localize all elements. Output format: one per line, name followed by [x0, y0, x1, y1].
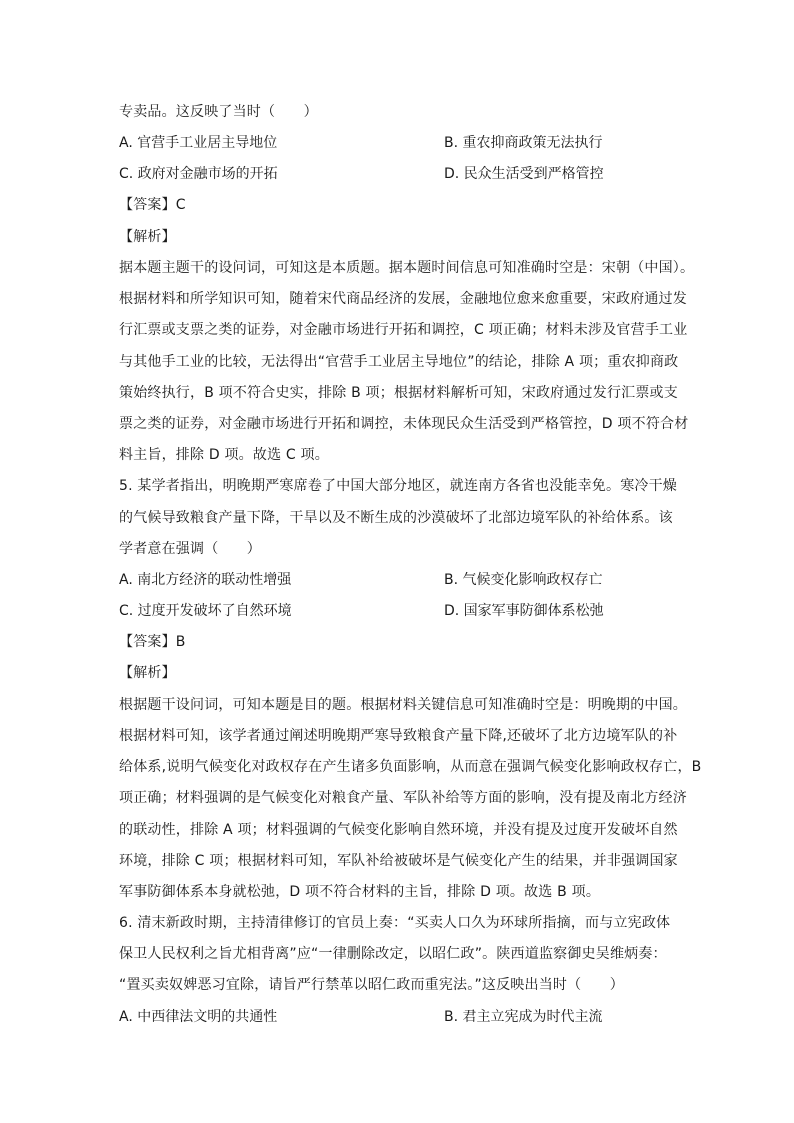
question-5-stem-line: 的气候导致粮食产量下降，干旱以及不断生成的沙漠破坏了北部边境军队的补给体系。该: [119, 510, 673, 526]
question-4-option-a: A. 官营手工业居主导地位: [119, 135, 278, 151]
question-4-analysis-label: 【解析】: [119, 229, 176, 245]
question-4-analysis-line: 据本题主题干的设问词，可知这是本质题。据本题时间信息可知准确时空是：宋朝（中国）。: [119, 260, 695, 276]
question-6-option-b: B. 君主立宪成为时代主流: [444, 1009, 603, 1025]
question-5-option-d: D. 国家军事防御体系松弛: [444, 603, 604, 619]
question-5-analysis-line: 根据题干设问词，可知本题是目的题。根据材料关键信息可知准确时空是：明晚期的中国。: [119, 697, 687, 713]
question-5-analysis-label: 【解析】: [119, 665, 176, 681]
question-4-analysis-line: 策始终执行，B 项不符合史实，排除 B 项；根据材料解析可知，宋政府通过发行汇票或支: [119, 385, 678, 401]
question-5-analysis-line: 项正确；材料强调的是气候变化对粮食产量、军队补给等方面的影响，没有提及南北方经济: [119, 790, 687, 806]
question-5-stem-line: 学者意在强调（ ）: [119, 541, 261, 557]
question-4-analysis-line: 料主旨，排除 D 项。故选 C 项。: [119, 447, 329, 463]
question-5-option-c: C. 过度开发破坏了自然环境: [119, 603, 292, 619]
question-5-analysis-line: 的联动性，排除 A 项；材料强调的气候变化影响自然环境，并没有提及过度开发破坏自然: [119, 822, 678, 838]
question-6-stem-line: 保卫人民权利之旨尤相背离”应“一律删除改定，以昭仁政”。陕西道监察御史吴维炳奏：: [119, 946, 667, 962]
question-4-analysis-line: 与其他手工业的比较，无法得出“官营手工业居主导地位”的结论，排除 A 项；重农抑商政: [119, 354, 679, 370]
question-5-option-b: B. 气候变化影响政权存亡: [444, 572, 603, 588]
question-4-analysis-line: 票之类的证券，对金融市场进行开拓和调控，未体现民众生活受到严格管控，D 项不符合材: [119, 416, 689, 432]
question-5-option-a: A. 南北方经济的联动性增强: [119, 572, 292, 588]
question-5-analysis-line: 环境，排除 C 项；根据材料可知，军队补给被破坏是气候变化产生的结果，并非强调国家: [119, 853, 678, 869]
question-6-option-a: A. 中西律法文明的共通性: [119, 1009, 278, 1025]
question-6-stem-line: 6. 清末新政时期，主持清律修订的官员上奏：“买卖人口久为环球所指摘，而与立宪政体: [119, 915, 671, 931]
question-5-analysis-line: 给体系,说明气候变化对政权存在产生诸多负面影响，从而意在强调气候变化影响政权存亡，B: [119, 759, 702, 775]
question-4-option-c: C. 政府对金融市场的开拓: [119, 166, 278, 182]
question-5-stem-line: 5. 某学者指出，明晚期严寒席卷了中国大部分地区，就连南方各省也没能幸免。寒冷干燥: [119, 478, 678, 494]
question-5-analysis-line: 军事防御体系本身就松弛，D 项不符合材料的主旨，排除 D 项。故选 B 项。: [119, 884, 601, 900]
question-4-stem-end: 专卖品。这反映了当时（ ）: [119, 104, 318, 120]
question-4-analysis-line: 行汇票或支票之类的证券，对金融市场进行开拓和调控，C 项正确；材料未涉及官营手工业: [119, 322, 688, 338]
question-5-analysis-line: 根据材料可知，该学者通过阐述明晚期严寒导致粮食产量下降,还破坏了北方边境军队的补: [119, 728, 678, 744]
question-4-analysis-line: 根据材料和所学知识可知，随着宋代商品经济的发展，金融地位愈来愈重要，宋政府通过发: [119, 291, 687, 307]
question-5-answer: 【答案】B: [119, 634, 186, 650]
question-6-stem-line: “置买卖奴婢恶习宜除，请旨严行禁革以昭仁政而重宪法。”这反映出当时（ ）: [119, 977, 624, 993]
question-4-answer: 【答案】C: [119, 197, 186, 213]
question-4-option-d: D. 民众生活受到严格管控: [444, 166, 604, 182]
question-4-option-b: B. 重农抑商政策无法执行: [444, 135, 603, 151]
